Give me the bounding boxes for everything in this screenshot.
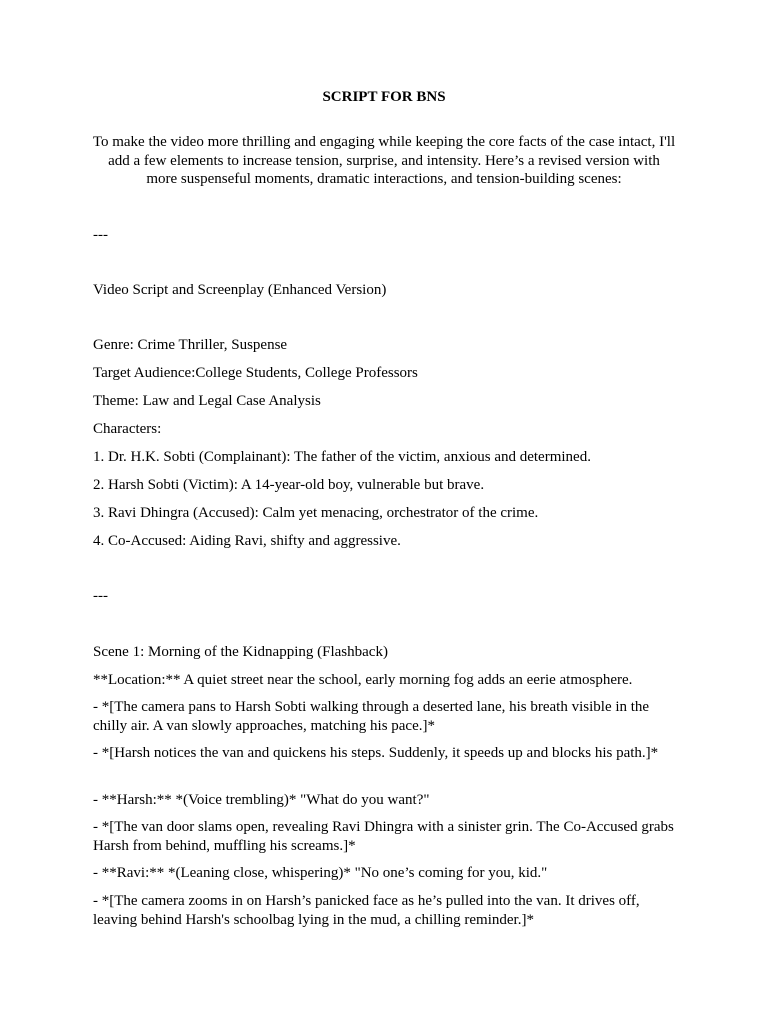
target-audience-line: Target Audience:College Students, College Professors [93, 365, 418, 381]
scene-action: - *[The camera pans to Harsh Sobti walking through a deserted lane, his breath visible in the chilly air. A van slowly approaches, matching his pace.]* [93, 699, 650, 734]
scene-action: - *[The van door slams open, revealing Ravi Dhingra with a sinister grin. The Co-Accused grabs Harsh from behind, muffling his screams.]* [93, 819, 674, 854]
scene-heading: Scene 1: Morning of the Kidnapping (Flashback) [93, 644, 388, 660]
characters-heading: Characters: [93, 421, 162, 437]
theme-line: Theme: Law and Legal Case Analysis [93, 393, 321, 409]
genre-line: Genre: Crime Thriller, Suspense [93, 337, 288, 353]
scene-dialogue: - **Ravi:** *(Leaning close, whispering)* "No one’s coming for you, kid." [93, 865, 548, 881]
separator: --- [93, 227, 108, 243]
character-item: 4. Co-Accused: Aiding Ravi, shifty and aggressive. [93, 533, 401, 549]
scene-action: - *[The camera zooms in on Harsh’s panicked face as he’s pulled into the van. It drives off, leaving behind Harsh's schoolbag lying in the mud, a chilling reminder.]* [93, 893, 640, 928]
character-item: 3. Ravi Dhingra (Accused): Calm yet menacing, orchestrator of the crime. [93, 505, 539, 521]
scene-dialogue: - **Harsh:** *(Voice trembling)* "What do you want?" [93, 792, 430, 808]
scene-location: **Location:** A quiet street near the school, early morning fog adds an eerie atmosphere. [93, 672, 633, 688]
scene-action: - *[Harsh notices the van and quickens his steps. Suddenly, it speeds up and blocks his path.]* [93, 745, 659, 761]
section-heading: Video Script and Screenplay (Enhanced Version) [93, 282, 387, 298]
document-title: SCRIPT FOR BNS [322, 89, 446, 105]
separator: --- [93, 588, 108, 604]
character-item: 1. Dr. H.K. Sobti (Complainant): The father of the victim, anxious and determined. [93, 449, 591, 465]
character-item: 2. Harsh Sobti (Victim): A 14-year-old boy, vulnerable but brave. [93, 477, 485, 493]
intro-paragraph: To make the video more thrilling and engaging while keeping the core facts of the case intact, I'll add a few elements to increase tension, surprise, and intensity. Here’s a revised version with more suspenseful moments, dramatic interactions, and tension-building scenes: [92, 134, 676, 187]
